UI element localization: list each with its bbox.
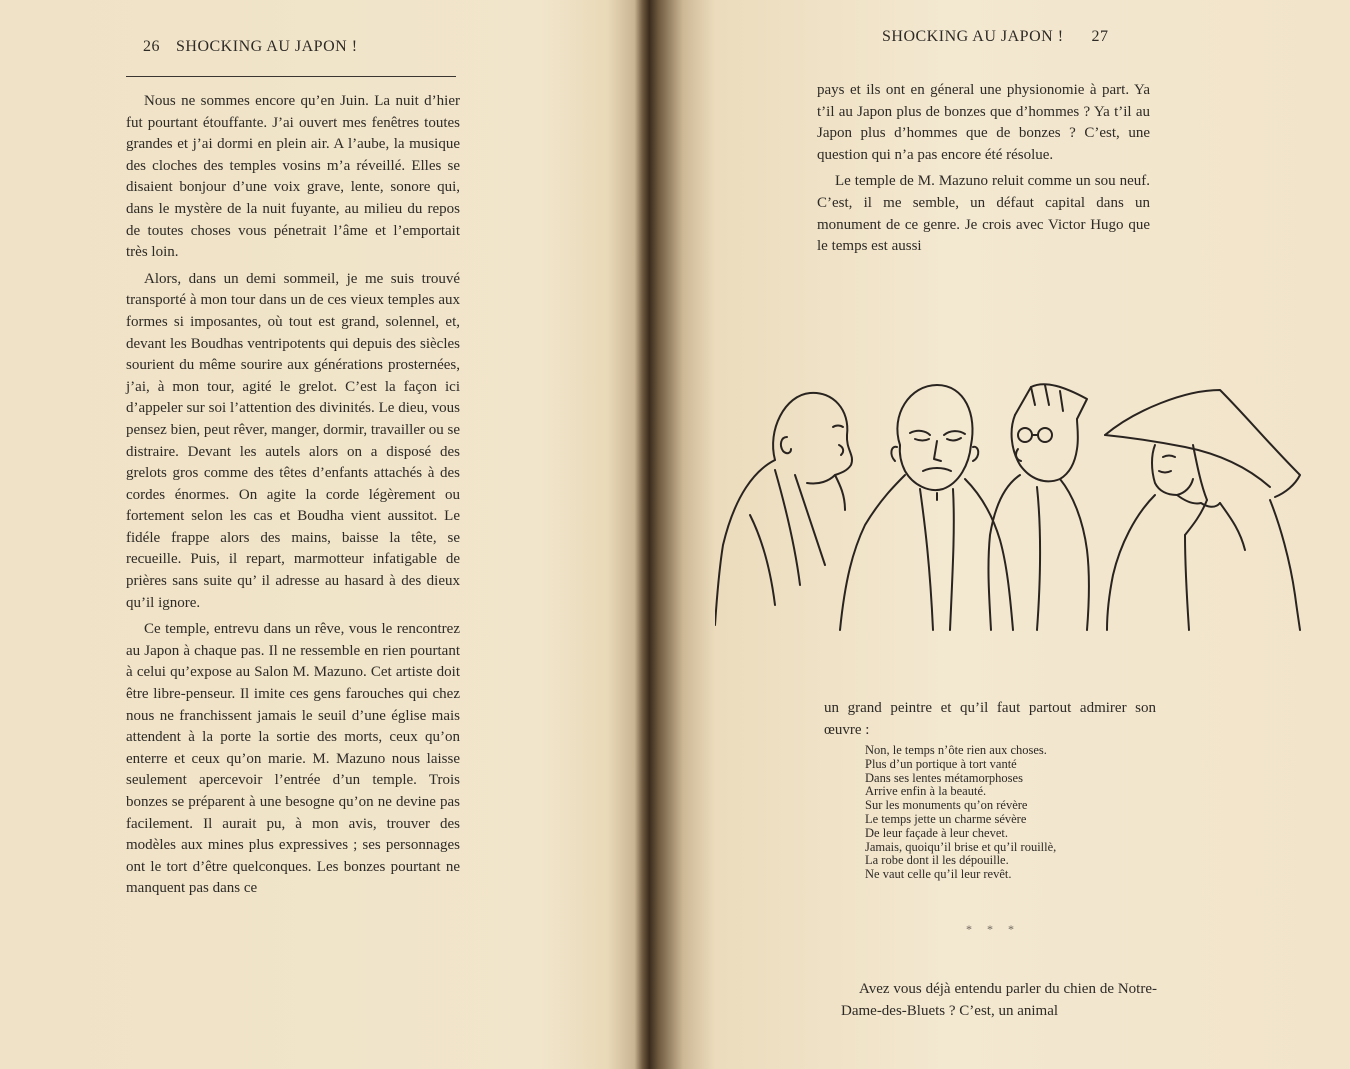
header-rule (126, 76, 456, 77)
poem-line: La robe dont il les dépouille. (865, 853, 1009, 868)
paragraph: un grand peintre et qu’il faut partout admirer son œuvre : (824, 700, 1156, 738)
left-text-column (126, 91, 460, 905)
poem-line: Ne vaut celle qu’il leur revêt. (865, 867, 1012, 882)
right-top-text (817, 80, 1150, 263)
poem-line: Le temps jette un charme sévère (865, 811, 1027, 826)
left-page (0, 0, 632, 1069)
left-running-head (143, 38, 358, 56)
paragraph: Le temple de M. Mazuno reluit comme un sou neuf. C’est, il me semble, un défaut capital dans un monument de ce genre. Je crois avec Victor Hugo que le temps est aussi (817, 173, 1150, 255)
poem-line: Sur les monuments qu’on révère (865, 798, 1028, 813)
right-running-head (882, 28, 1109, 46)
paragraph: Alors, dans un demi sommeil, je me suis trouvé transporté à mon tour dans un de ces vieux temples aux formes si imposantes, où tout est grand, solennel, et, devant les Boudhas ventripotents qui depuis des siècles sourient du même sourire aux générations prosternées, j’ai, à mon tour, agité le grelot. C’est la façon ici d’appeler sur soi l’attention des divinités. Le dieu, vous pensez bien, peut rêver, manger, dormir, travailler ou se distraire. Devant les autels alors on a disposé des grelots gros comme des têtes d’enfants attachés à des cordes énormes. On agite la corde légèrement ou fortement selon les cas et Boudha vient aussitot. Le fidéle frappe alors des mains, baisse la tête, se recueille. Puis, il repart, marmotteur infatigable de prières sans suite qu’ il adresse au hasard à des dieux qu’il ignore. (126, 270, 460, 611)
poem-line: De leur façade à leur chevet. (865, 825, 1008, 840)
poem-quotation (865, 744, 1056, 882)
poem-line: Jamais, quoiqu’il brise et qu’il rouillè, (865, 839, 1057, 854)
poem-line: Arrive enfin à la beauté. (865, 784, 987, 799)
poem-line: Non, le temps n’ôte rien aux choses. (865, 743, 1047, 757)
right-mid-text (824, 698, 1156, 746)
bonzes-illustration (715, 375, 1310, 635)
poem-line: Plus d’un portique à tort vanté (865, 756, 1017, 771)
page-number: 27 (1091, 28, 1109, 45)
paragraph: Ce temple, entrevu dans un rêve, vous le rencontrez au Japon à chaque pas. Il ne ressemble en rien pourtant à celui qu’expose au Salon M. Mazuno. Cet artiste doit être libre-penseur. Il imite ces gens farouches qui chez nous ne franchissent jamais le seuil d’une église mais attendent à la porte la sortie des morts, ceux qu’on enterre et ceux qu’on marie. M. Mazuno nous laisse seulement apercevoir l’entrée d’un temple. Trois bonzes se préparent à une besogne qu’on ne devine pas facilement. Il aurait pu, à mon avis, trouver des modèles aux mines plus expressives ; ses personnages ont le tort d’être quelconques. Les bonzes pourtant ne manquent pas dans ce (126, 621, 460, 897)
section-asterism: * * * (966, 922, 1020, 936)
running-head-title: SHOCKING AU JAPON ! (882, 28, 1064, 45)
poem-line: Dans ses lentes métamorphoses (865, 770, 1023, 785)
paragraph: Nous ne sommes encore qu’en Juin. La nuit d’hier fut pourtant étouffante. J’ai ouvert mes fenêtres toutes grandes et j’ai dormi en plein air. A l’aube, la musique des cloches des temples vosins m’a réveillé. Elles se disaient bonjour d’une voix grave, lente, sonore qui, dans le mystère de la nuit fuyante, au milieu du repos de toutes choses vous pénetrait l’âme et l’emportait très loin. (126, 93, 460, 261)
page-number: 26 (143, 38, 160, 55)
paragraph: Avez vous déjà entendu parler du chien de Notre-Dame-des-Bluets ? C’est, un animal (841, 981, 1157, 1019)
ink-drawing-of-four-figures (715, 375, 1310, 635)
right-page (660, 0, 1350, 1069)
paragraph: pays et ils ont en géneral une physionomie à part. Ya t’il au Japon plus de bonzes que d’hommes ? Ya t’il au Japon plus d’hommes que de bonzes ? C’est, une question qui n’a pas encore été résolue. (817, 82, 1150, 163)
running-head-title: SHOCKING AU JAPON ! (176, 38, 358, 55)
right-bottom-text (841, 979, 1157, 1027)
